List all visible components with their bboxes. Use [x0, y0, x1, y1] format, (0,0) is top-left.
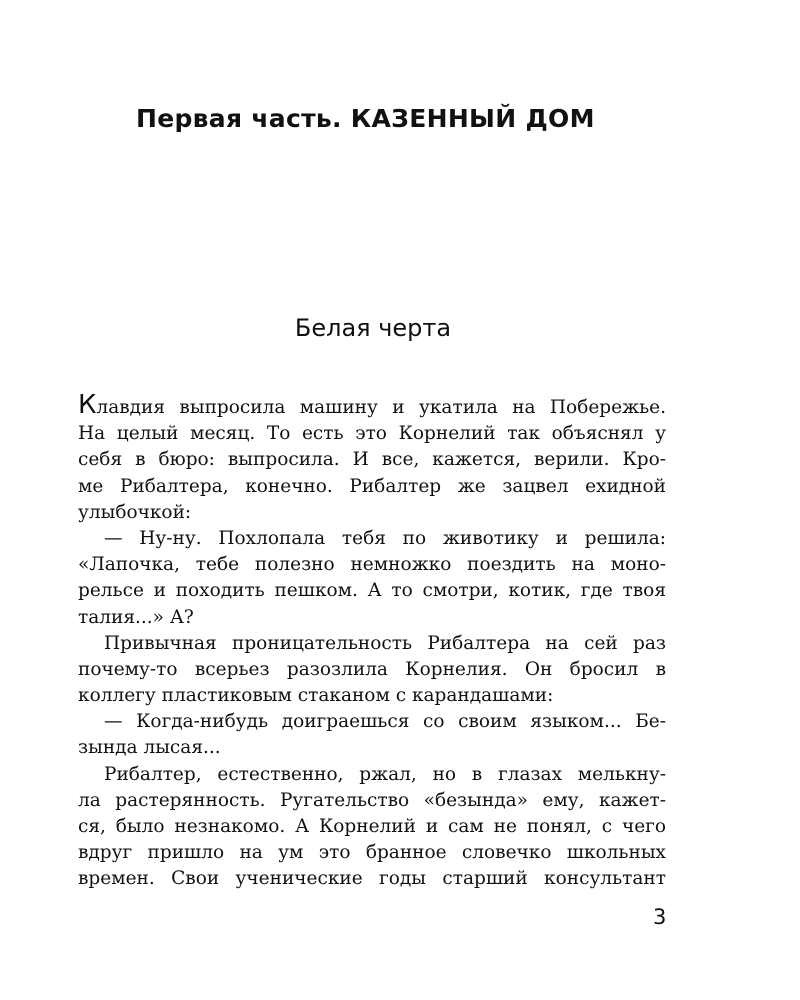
text-line-content: лавдия выпросила машину и укатила на Побережье.: [96, 397, 666, 418]
text-line: коллегу пластиковым стаканом с карандашами:: [78, 685, 554, 707]
body-text: [78, 390, 666, 893]
text-line: ме Рибалтера, конечно. Рибалтер же зацвел ехидной: [78, 475, 666, 497]
text-line: ла растерянность. Ругательство «безында» ему, кажет-: [78, 789, 666, 811]
chapter-title: Белая черта: [294, 314, 452, 342]
text-line: себя в бюро: выпросила. И все, кажется, верили. Кро-: [78, 449, 666, 471]
text-line: времен. Свои ученические годы старший консультант: [78, 868, 666, 890]
text-line: Рибалтер, естественно, ржал, но в глазах мелькну-: [104, 763, 666, 785]
text-line: Привычная проницательность Рибалтера на сей раз: [104, 632, 666, 654]
text-line: «Лапочка, тебе полезно немножко поездить на моно-: [78, 554, 666, 576]
text-line: почему-то всерьез разозлила Корнелия. Он бросил в: [78, 658, 666, 680]
text-line: рельсе и походить пешком. А то смотри, котик, где твоя: [78, 580, 666, 602]
text-line: улыбочкой:: [78, 501, 192, 523]
drop-cap: К: [78, 390, 97, 420]
text-line: [78, 390, 666, 421]
text-line: — Ну-ну. Похлопала тебя по животику и решила:: [104, 527, 666, 549]
text-line: На целый месяц. То есть это Корнелий так объяснял у: [78, 423, 666, 445]
text-line: — Когда-нибудь доиграешься со своим языком... Бе-: [104, 711, 666, 733]
text-line: зында лысая...: [78, 737, 221, 759]
text-line: талия...» А?: [78, 606, 194, 628]
text-line: ся, было незнакомо. А Корнелий и сам не понял, с чего: [78, 816, 666, 837]
part-title: Первая часть. КАЗЕННЫЙ ДОМ: [136, 104, 595, 133]
page-number: 3: [653, 905, 667, 929]
text-line: вдруг пришло на ум это бранное словечко школьных: [78, 842, 666, 864]
